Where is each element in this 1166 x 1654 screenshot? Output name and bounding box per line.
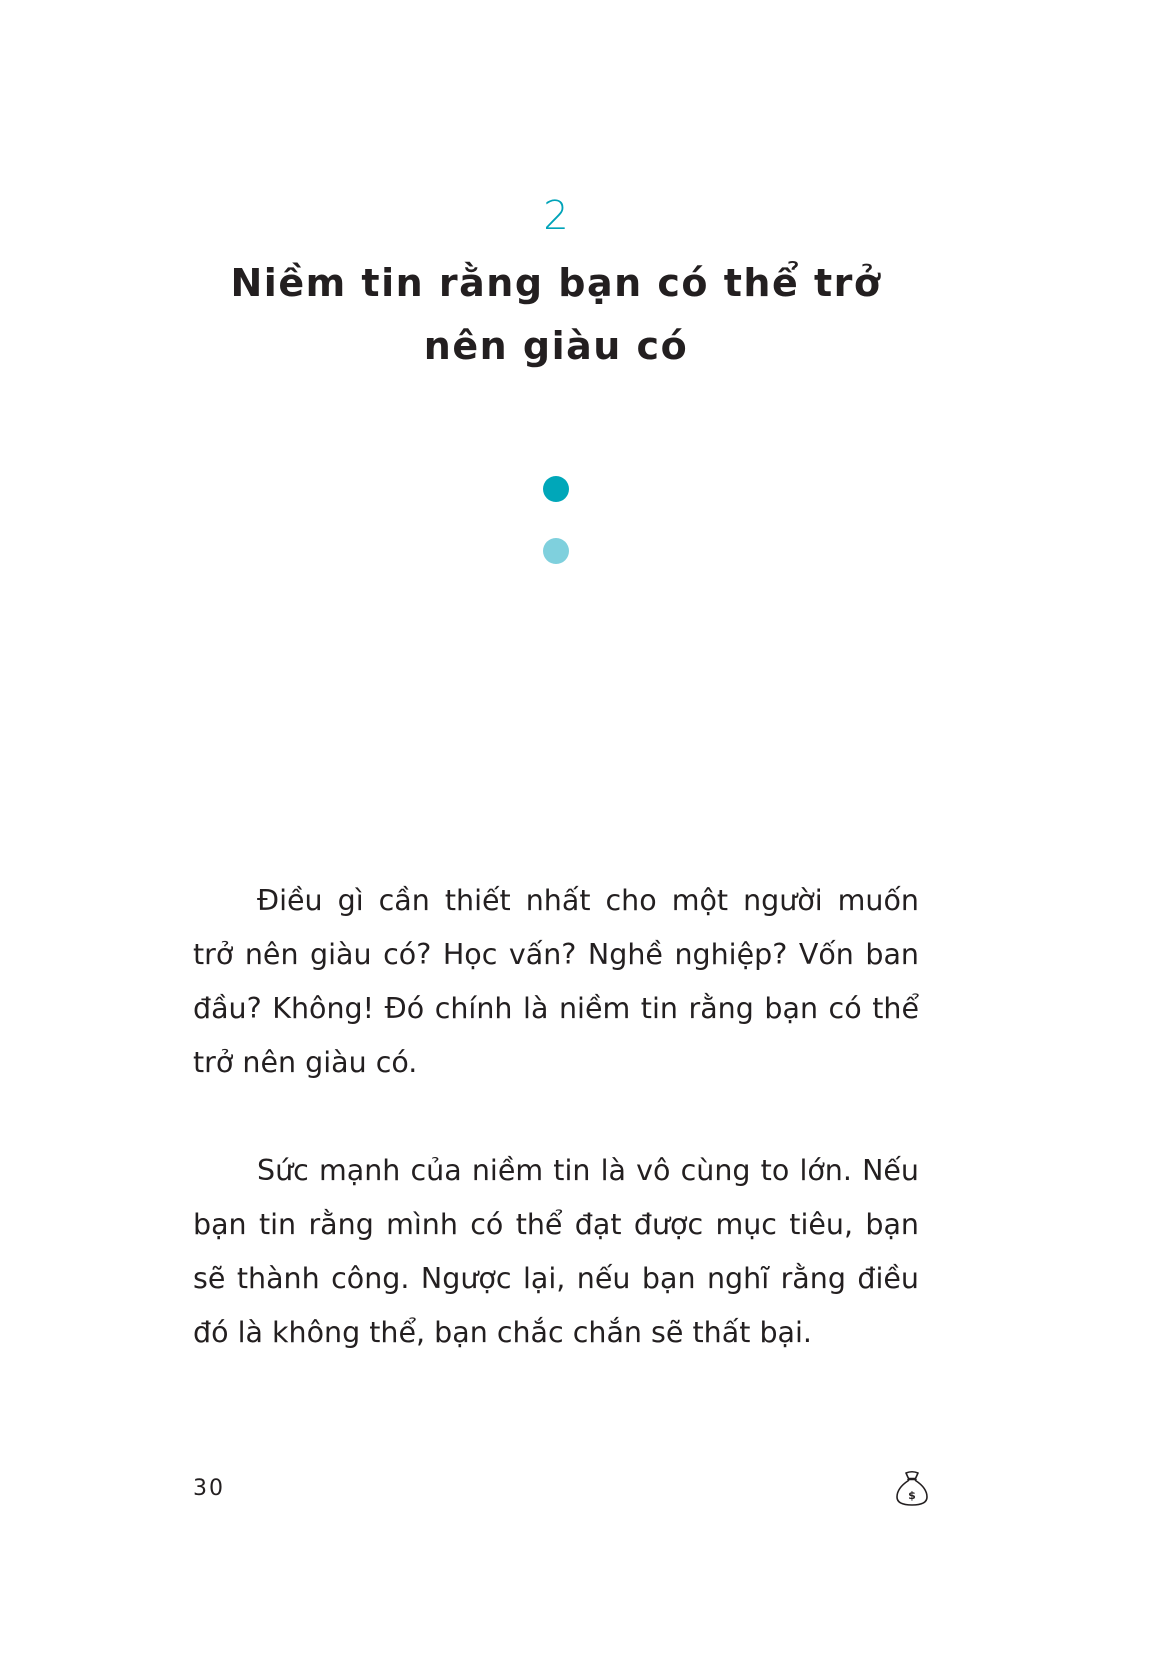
body-text [193, 874, 919, 1414]
chapter-number: 2 [543, 193, 569, 239]
money-bag-icon [894, 1470, 930, 1508]
svg-text:$: $ [908, 1489, 916, 1502]
page-number: 30 [193, 1476, 225, 1501]
ornament-dot-dark [543, 476, 569, 502]
ornament-dot-light [543, 538, 569, 564]
paragraph: Điều gì cần thiết nhất cho một người muốn trở nên giàu có? Học vấn? Nghề nghiệp? Vốn ban đầu? Không! Đó chính là niềm tin rằng bạn có thể trở nên giàu có. [193, 884, 919, 1079]
paragraph: Sức mạnh của niềm tin là vô cùng to lớn. Nếu bạn tin rằng mình có thể đạt được mục tiêu, bạn sẽ thành công. Ngược lại, nếu bạn nghĩ rằng điều đó là không thể, bạn chắc chắn sẽ thất bại. [193, 1154, 919, 1349]
chapter-title: Niềm tin rằng bạn có thể trở nên giàu có [230, 261, 882, 368]
